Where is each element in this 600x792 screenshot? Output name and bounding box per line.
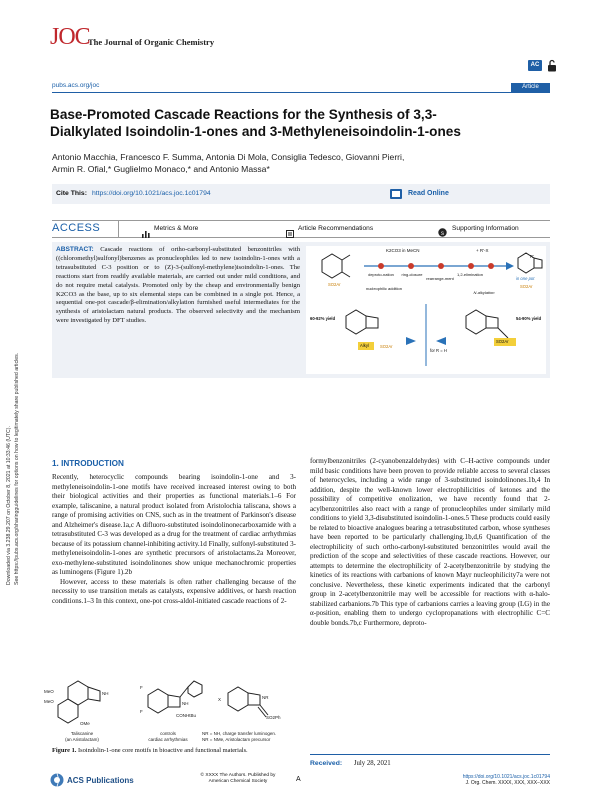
author-list [52, 152, 552, 175]
fig1-meo-1: MeO [44, 699, 54, 704]
toc-r-prime: R' [530, 254, 534, 259]
toc-yield-left: 60-92% yield [310, 316, 336, 321]
toc-so2ar-3: SO2Ar [380, 344, 393, 349]
toc-so2ar-4: SO2Ar [496, 339, 509, 344]
access-label: ACCESS [52, 222, 101, 234]
metrics-link[interactable]: Metrics & More [154, 225, 199, 232]
toc-reagent: K2CO3 in MeCN [386, 248, 420, 253]
toc-step-6: N-alkylation [473, 290, 495, 295]
received-info [310, 760, 391, 767]
abstract-lead: ABSTRACT: [56, 246, 94, 253]
acs-publications-logo[interactable]: ACS Publications [67, 776, 134, 785]
fig1-ome: OMe [80, 721, 90, 726]
toc-for-r: for R = H [430, 348, 447, 353]
header-rule [52, 92, 550, 93]
toc-added-reagent: + R'-X [476, 248, 489, 253]
cite-doi-link[interactable]: https://doi.org/10.1021/acs.joc.1c01794 [92, 190, 211, 197]
fig1-label-2: controls [160, 731, 176, 736]
recommendations-link[interactable]: Article Recommendations [298, 225, 374, 232]
abstract-text: Cascade reactions of ortho-carbonyl-substituted benzonitriles with ((chloromethyl)sulfonyl)benzenes as pronucleophiles led to new isoindolin-1-ones with a tetrasubstituted C-3 position or to (Z)-3-(sulfonyl-methylene)isoindolin-1-ones. The reactions start from readily available materials, are carried out under mild conditions, and do not require metal catalysis. Promoted only by the cheap and environmentally benign K2CO3 as the base, up to six elemental steps can be combined in a single pot. Hence, a sequential one-pot cascade/β-elimination/alkylation furnished useful intermediates for the synthesis of aristolactam natural products. The observed selectivity and the mechanism were investigated by DFT studies. [56, 246, 300, 325]
footer-doi[interactable]: https://doi.org/10.1021/acs.joc.1c01794 [462, 774, 550, 780]
toc-alkyl: Alkyl [360, 343, 369, 348]
toc-yield-right: 54-90% yield [516, 316, 542, 321]
fig1-x: X [218, 697, 222, 702]
fig1-label-3b: NR = NMe, Aristolactam precursor [202, 737, 271, 742]
figure-1 [44, 679, 296, 761]
intro-paragraph-1: Recently, heterocyclic compounds bearing isoindolin-1-one and 3-methyleneisoindolin-1-one motifs have received increased interest owing to both their biological activities and their properties as functional materials.1–6 For example, taliscanine, a natural product isolated from Aristolochia taliscana, shows a range of promising activities on CNS, such as in the treatment of Parkinson's disease and Alzheimer's disease.1a,c A difluoro-substituted isoindolinonecarboxamide with a tetrasubstituted C-3 was developed as a drug for the treatment of cardiac arrhythmias because of its potassium channel-inhibiting activity.1d Finally, sulfonyl-substituted 3-methyleneisoindolin-1-ones are synthetic precursors of aristolactams.2a Moreover, exo-methylene-substituted isoindolinones show unique mechanochromic properties as luminogens (Figure 1).2b [52, 473, 296, 576]
access-divider [118, 221, 119, 237]
received-rule [310, 754, 550, 755]
toc-graphic [306, 246, 546, 374]
right-paragraph: formylbenzonitriles (2-cyanobenzaldehydes) with C–H-active compounds under mild basic conditions have been proven to provide reliable access to several classes of heterocycles, including a wide range of 3-substituted isoindolinones.1b,4 In addition, despite the well-known lower electrophilicities of ketones and the possibility of competitive enolization, we have recently found that 2-acylbenzonitriles also react with a range of pronucleophiles under similarly mild conditions to yield 3,3-disubstituted isoindolin-1-ones.5 These products could easily be related to bioactive analogues bearing a tetrasubstituted carbon, whose syntheses have been reported to be particularly challenging.1b,d,6 Quantification of the electrophilicity of such ortho-carbonyl-substituted benzonitriles would avail the prediction of the scope and selectivities of these cascade reactions. However, our attempts to determine the electrophilicity of 2-acetylbenzonitrile by studying the kinetics of its reactions with carbanions of known Mayr nucleophilicity7a were not conclusive. Nevertheless, these kinetic experiments indicated that the carbonyl group in 2-acetylbenzonitrile may well be accessible for reactions with α-halo-stabilized carbanions.7b This type of carbanions carries a leaving group (LG) in the α-position, enabling them to undergo cyclopropanations with electrophilic C=C double bonds.7b,c Furthermore, deproto- [310, 457, 550, 627]
fig1-label-2b: cardiac arrhythmias [148, 737, 188, 742]
toc-step-2: nucleophilic addition [365, 286, 403, 291]
joc-logo-text: JOC [50, 24, 90, 50]
figure-1-caption-lead: Figure 1. [52, 747, 77, 754]
authors-line-2: Armin R. Ofial,* Guglielmo Monaco,* and Antonio Massa* [52, 163, 270, 174]
fig1-conhtbu: CONHtBu [176, 713, 197, 718]
toc-reactant-ring [322, 254, 350, 278]
title-line-1: Base-Promoted Cascade Reactions for the Synthesis of 3,3- [50, 107, 437, 122]
toc-so2ar-2: SO2Ar [520, 284, 533, 289]
received-label: Received: [310, 760, 343, 767]
article-title [50, 106, 560, 140]
figure-1-caption [52, 747, 296, 755]
toc-step-4: rearrange-ment [426, 276, 454, 281]
read-online-link[interactable]: Read Online [408, 190, 449, 197]
footer-citation: J. Org. Chem. XXXX, XXX, XXX−XXX [465, 780, 550, 786]
copyright-line-1: © XXXX The Authors. Published by [200, 773, 276, 778]
supporting-info-link[interactable]: Supporting Information [452, 225, 519, 232]
metrics-icon[interactable] [142, 225, 150, 233]
toc-so2ar-1: SO2Ar [328, 282, 341, 287]
download-line-1: Downloaded via 3.238.29.207 on October 8, 2021 at 10:33:46 (UTC). [6, 426, 12, 585]
access-bar [52, 220, 550, 238]
abstract [56, 246, 300, 326]
cite-bar [52, 184, 550, 204]
cardiac-drug-structure [148, 681, 202, 713]
intro-right-column [310, 457, 550, 628]
fig1-nr: NR [262, 695, 269, 700]
fig1-nh: NH [102, 691, 109, 696]
fig1-f-2: F [140, 709, 143, 714]
acs-authorchoice-badge[interactable]: AC [528, 60, 542, 71]
title-line-2: Dialkylated Isoindolin-1-ones and 3-Methyleneisoindolin-1-ones [50, 124, 461, 139]
fig1-label-1b: (an Aristolactam) [65, 737, 99, 742]
cite-label: Cite This: [56, 190, 87, 197]
fig1-so2ph: SO2Ph [266, 715, 281, 720]
open-access-icon[interactable] [547, 59, 557, 72]
fig1-label-3: NR = NH, charge transfer luminogen. [202, 731, 277, 736]
intro-left-column [52, 473, 296, 606]
toc-product-left [346, 310, 378, 334]
toc-step-1: deproto-nation [368, 272, 394, 277]
toc-product-right [466, 310, 508, 338]
received-date: July 28, 2021 [353, 760, 391, 767]
supporting-info-icon[interactable] [438, 224, 447, 237]
fig1-f-1: F [140, 685, 143, 690]
journal-url[interactable]: pubs.acs.org/joc [52, 82, 100, 89]
journal-name: The Journal of Organic Chemistry [88, 37, 215, 47]
taliscanine-structure [58, 681, 100, 723]
toc-one-pot: in one pot [516, 276, 535, 281]
luminogen-structure [228, 687, 268, 717]
read-online-icon[interactable] [389, 187, 403, 201]
page-number: A [296, 776, 301, 783]
toc-step-5: 1,2-elimination [456, 272, 483, 277]
article-type-tab: Article [511, 83, 550, 92]
intro-paragraph-2: However, access to these materials is often rather challenging because of the necessity to use transition metals as catalysts, expensive additives, or harsh reaction conditions.1–3 In this context, one-pot cross-aldol-initiated cascade reactions of 2- [52, 577, 296, 605]
fig1-nh-2: NH [182, 701, 189, 706]
fig1-meo-2: MeO [44, 689, 54, 694]
fig1-label-1: Taliscanine [70, 731, 94, 736]
section-heading-introduction: 1. INTRODUCTION [52, 459, 124, 468]
download-notice [2, 240, 42, 590]
download-line-2: See https://pubs.acs.org/sharingguidelines for options on how to legitimately share published articles. [14, 352, 20, 585]
recommendations-icon[interactable] [286, 225, 294, 233]
toc-scheme [306, 246, 546, 374]
figure-1-caption-text: Isoindolin-1-one core motifs in bioactive and functional materials. [78, 747, 248, 754]
copyright-line-2: American Chemical Society [208, 779, 268, 784]
authors-line-1: Antonio Macchia, Francesco F. Summa, Antonia Di Mola, Consiglia Tedesco, Giovanni Pierri, [52, 152, 405, 162]
svg-text:s: s [441, 231, 444, 237]
toc-step-3: ring-closure [401, 272, 423, 277]
